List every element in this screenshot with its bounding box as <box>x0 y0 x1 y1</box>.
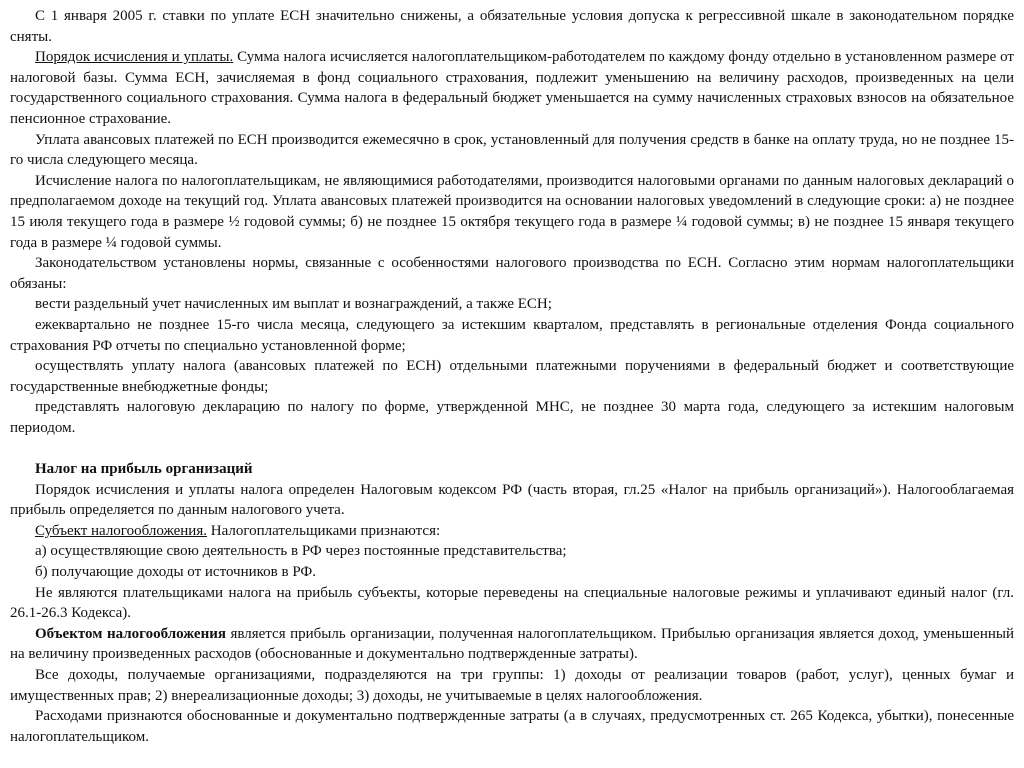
list-item: вести раздельный учет начисленных им выплат и вознаграждений, а также ЕСН; <box>35 296 552 313</box>
section-heading <box>10 459 1014 480</box>
paragraph-text: является прибыль организации, полученная налогоплательщиком. Прибылью организация является доход, уменьшенный на величину произведенных расходов (обоснованные и документально подтвержденные затраты). <box>10 625 1014 663</box>
paragraph: С 1 января 2005 г. ставки по уплате ЕСН значительно снижены, а обязательные условия допуска к регрессивной шкале в законодательном порядке сняты. <box>10 8 1014 45</box>
list-item: б) получающие доходы от источников в РФ. <box>35 564 317 581</box>
list-item: осуществлять уплату налога (авансовых платежей по ЕСН) отдельными платежными поручениями в федеральный бюджет и соответствующие государственные внебюджетные фонды; <box>10 358 1014 395</box>
list-item: представлять налоговую декларацию по налогу по форме, утвержденной МНС, не позднее 30 марта года, следующего за истекшим налоговым периодом. <box>10 399 1014 436</box>
list-item: а) осуществляющие свою деятельность в РФ через постоянные представительства; <box>35 543 567 560</box>
paragraph <box>10 624 1014 665</box>
list-item: ежеквартально не позднее 15-го числа месяца, следующего за истекшим кварталом, представлять в региональные отделения Фонда социального страхования РФ отчеты по специально установленной форме; <box>10 316 1014 354</box>
paragraph: Исчисление налога по налогоплательщикам, не являющимися работодателями, производится налоговыми органами по данным налоговых деклараций о предполагаемом доходе на текущий год. Уплата авансовых платежей производится на основании налоговых уведомлений в следующие сроки: а) не позднее 15 июля текущего года в размере ½ годовой суммы; б) не позднее 15 октября текущего года в размере ¼ годовой суммы; в) не позднее 15 января текущего года в размере ¼ годовой суммы. <box>10 172 1014 251</box>
inline-heading: Субъект налогообложения. <box>35 522 207 539</box>
paragraph: Расходами признаются обоснованные и документально подтвержденные затраты (а в случаях, предусмотренных ст. 265 Кодекса, убытки), понесенные налогоплательщиком. <box>10 708 1014 745</box>
inline-heading: Объектом налогообложения <box>35 625 226 642</box>
section-title: Налог на прибыль организаций <box>35 461 253 478</box>
paragraph: Уплата авансовых платежей по ЕСН производится ежемесячно в срок, установленный для получения средств в банке на оплату труда, но не позднее 15-го числа следующего месяца. <box>10 131 1014 169</box>
paragraph-text: Сумма налога исчисляется налогоплательщиком-работодателем по каждому фонду отдельно в установленном размере от налоговой базы. Сумма ЕСН, зачисляемая в фонд социального страхования, подлежит уменьшению на величину расходов, произведенных на цели государственного социального страхования. Сумма налога в федеральный бюджет уменьшается на сумму начисленных страховых взносов на обязательное пенсионное страхование. <box>10 49 1014 127</box>
paragraph <box>10 521 1014 542</box>
paragraph-text: Налогоплательщиками признаются: <box>206 522 441 539</box>
inline-heading: Порядок исчисления и уплаты. <box>35 49 234 66</box>
paragraph: Порядок исчисления и уплаты налога определен Налоговым кодексом РФ (часть вторая, гл.25 «Налог на прибыль организаций»). Налогооблагаемая прибыль определяется по данным налогового учета. <box>10 481 1014 519</box>
paragraph: Все доходы, получаемые организациями, подразделяются на три группы: 1) доходы от реализации товаров (работ, услуг), ценных бумаг и имущественных прав; 2) внереализационные доходы; 3) доходы, не учитываемые в целях налогообложения. <box>10 667 1014 704</box>
blank-line <box>10 438 1014 459</box>
paragraph <box>10 47 1014 129</box>
paragraph: Законодательством установлены нормы, связанные с особенностями налогового производства по ЕСН. Согласно этим нормам налогоплательщики обязаны: <box>10 255 1014 292</box>
paragraph: Не являются плательщиками налога на прибыль субъекты, которые переведены на специальные налоговые режимы и уплачивают единый налог (гл. 26.1-26.3 Кодекса). <box>10 584 1014 622</box>
document-page <box>10 6 1014 747</box>
